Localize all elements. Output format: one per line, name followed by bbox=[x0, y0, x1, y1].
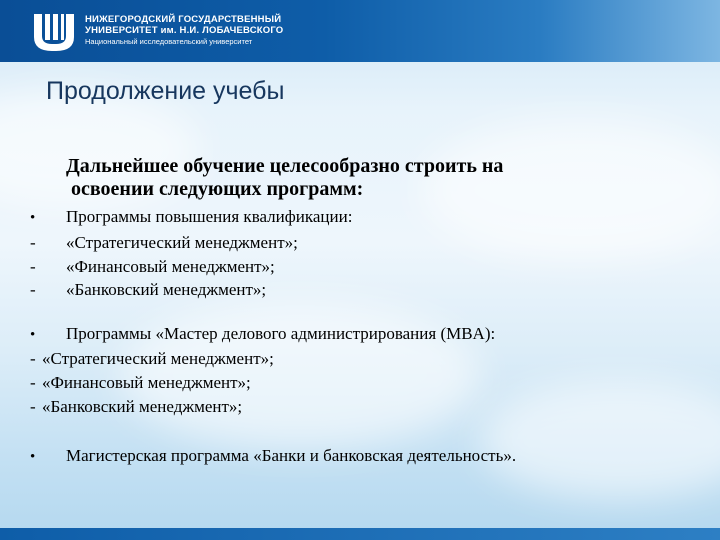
dash-marker: - bbox=[30, 233, 36, 252]
dash-marker: - bbox=[30, 349, 36, 368]
university-name-line2: УНИВЕРСИТЕТ им. Н.И. ЛОБАЧЕВСКОГО bbox=[85, 25, 284, 36]
group-heading: Программы «Мастер делового администрирования (MBA): bbox=[66, 324, 496, 343]
intro-line-1: Дальнейшее обучение целесообразно строить на bbox=[66, 155, 504, 177]
intro-line-2: освоении следующих программ: bbox=[71, 178, 364, 200]
cloud-decoration bbox=[480, 380, 720, 500]
dash-marker: - bbox=[30, 280, 36, 299]
list-item-text: «Банковский менеджмент»; bbox=[42, 397, 243, 416]
header-banner bbox=[0, 0, 720, 62]
slide-title: Продолжение учебы bbox=[46, 77, 285, 105]
university-name-line3: Национальный исследовательский университет bbox=[85, 37, 253, 46]
list-item-heading bbox=[30, 446, 516, 467]
bullet-icon: • bbox=[30, 210, 36, 226]
list-item bbox=[30, 373, 251, 393]
list-item bbox=[30, 349, 274, 369]
list-item-text: «Банковский менеджмент»; bbox=[66, 280, 267, 299]
list-item-text: «Финансовый менеджмент»; bbox=[42, 373, 251, 392]
list-item-heading bbox=[30, 207, 352, 228]
list-item bbox=[30, 233, 298, 253]
bullet-icon: • bbox=[30, 449, 36, 465]
list-item-text: «Стратегический менеджмент»; bbox=[42, 349, 274, 368]
intro-text bbox=[66, 155, 503, 201]
list-item-text: «Стратегический менеджмент»; bbox=[66, 233, 298, 252]
university-name-line1: НИЖЕГОРОДСКИЙ ГОСУДАРСТВЕННЫЙ bbox=[85, 14, 282, 25]
bullet-icon: • bbox=[30, 327, 36, 343]
list-item-heading bbox=[30, 324, 495, 345]
group-heading: Программы повышения квалификации: bbox=[66, 207, 353, 226]
university-logo-icon bbox=[30, 10, 78, 52]
list-item bbox=[30, 280, 266, 300]
dash-marker: - bbox=[30, 397, 36, 416]
university-name bbox=[85, 14, 283, 47]
list-item-text: «Финансовый менеджмент»; bbox=[66, 257, 275, 276]
dash-marker: - bbox=[30, 257, 36, 276]
dash-marker: - bbox=[30, 373, 36, 392]
group-heading: Магистерская программа «Банки и банковская деятельность». bbox=[66, 446, 517, 465]
footer-bar bbox=[0, 528, 720, 540]
list-item bbox=[30, 257, 275, 277]
list-item bbox=[30, 397, 242, 417]
